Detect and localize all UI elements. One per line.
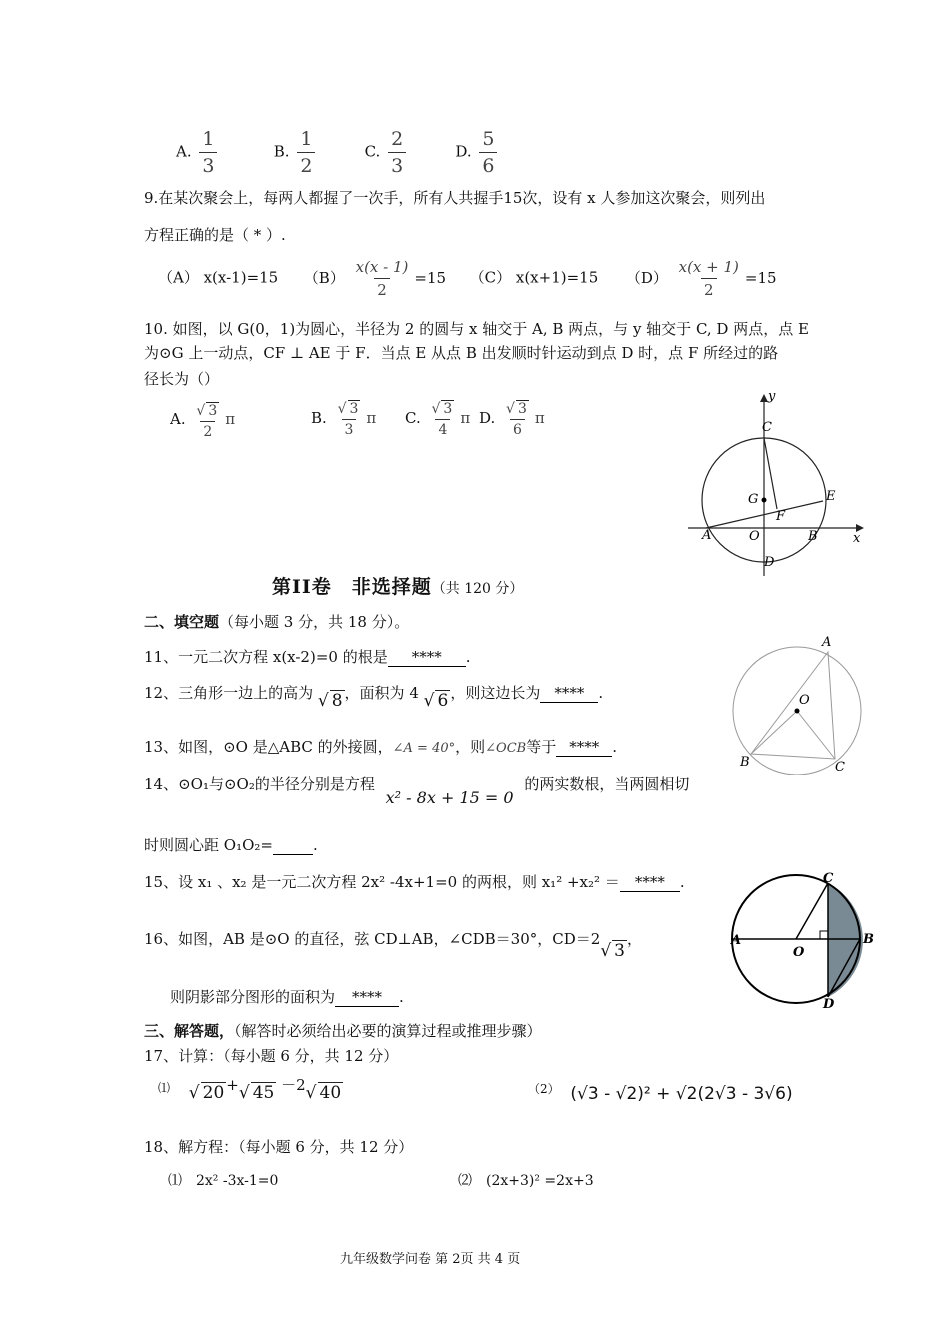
- q16-answer-blank[interactable]: ****: [335, 988, 399, 1007]
- label-b: B: [740, 755, 750, 770]
- q16-figure: [725, 872, 885, 1012]
- label-b: B: [808, 529, 818, 544]
- label-e: E: [826, 489, 836, 504]
- q10-line3: 径长为（）: [144, 370, 220, 388]
- q16-line2: 则阴影部分图形的面积为 **** .: [170, 988, 404, 1006]
- q9-options: [158, 258, 777, 299]
- q13: 13、如图，⊙O 是△ABC 的外接圆，∠A = 40°，则∠OCB等于 **** .: [144, 738, 617, 756]
- segment-ob: [751, 711, 797, 754]
- q17-part1: ⑴ √ 20 +√ 45 －2√ 40: [158, 1076, 342, 1103]
- y-axis-arrow-icon: [760, 394, 768, 402]
- label-a: A: [822, 635, 832, 650]
- segment-cf: [764, 438, 777, 509]
- label-f: F: [776, 509, 786, 524]
- q16-line1: 16、如图，AB 是⊙O 的直径，弦 CD⊥AB，∠CDB＝30°，CD＝2√ 3，: [144, 930, 642, 961]
- q9-option-a: （A） x(x-1)=15: [158, 268, 279, 287]
- label-y: y: [768, 389, 776, 404]
- page-footer: 九年级数学问卷 第 2页 共 4 页: [340, 1252, 521, 1267]
- q9-line2: 方程正确的是（ * ）.: [144, 226, 286, 244]
- q8-option-d: D. $\frac{5}{6}$: [455, 128, 500, 177]
- q14-answer-blank[interactable]: [273, 836, 313, 855]
- solve-heading: 三、解答题，（解答时必须给出必要的演算过程或推理步骤）: [144, 1022, 542, 1040]
- q13-answer-blank[interactable]: ****: [556, 738, 612, 757]
- q11-answer-blank[interactable]: ****: [388, 648, 466, 667]
- label-a: A: [731, 933, 742, 948]
- q10-option-a: A. $\frac{√ 3}{2}$ π: [170, 403, 236, 440]
- q15-answer-blank[interactable]: ****: [620, 873, 680, 892]
- segment-oc: [797, 711, 835, 759]
- q9-option-d: （D） $\frac{x(x + 1)}{2}$ =15: [625, 258, 777, 299]
- label-g: G: [748, 492, 759, 507]
- label-o: O: [749, 529, 760, 544]
- q9-option-b: （B） $\frac{x(x - 1)}{2}$ =15: [303, 258, 447, 299]
- q13-figure: [725, 630, 870, 775]
- q10-line1: 10. 如图，以 G(0，1)为圆心，半径为 2 的圆与 x 轴交于 A, B 两点，与 y 轴交于 C, D 两点，点 E: [144, 320, 809, 338]
- point-g: [762, 498, 767, 503]
- part2-heading: 第II卷 非选择题（共 120 分）: [272, 576, 524, 598]
- q8-option-c: C. $\frac{2}{3}$: [365, 128, 451, 177]
- label-d: D: [764, 555, 775, 570]
- label-a: A: [702, 528, 712, 543]
- point-o: [795, 709, 800, 714]
- q18-part1: ⑴ 2x² -3x-1=0: [168, 1173, 279, 1189]
- q10-figure: [680, 388, 875, 583]
- label-x: x: [853, 531, 861, 546]
- fill-heading: 二、填空题（每小题 3 分，共 18 分）。: [144, 613, 410, 631]
- label-o: O: [793, 945, 805, 960]
- q10-option-b: B. $\frac{√ 3}{3}$ π: [311, 401, 377, 438]
- label-d: D: [823, 997, 835, 1012]
- label-c: C: [762, 420, 772, 435]
- right-angle-mark: [820, 931, 828, 939]
- q12: 12、三角形一边上的高为 √ 8 ，面积为 4 √ 6 ，则这边长为 **** .: [144, 684, 604, 711]
- q17-title: 17、计算：（每小题 6 分，共 12 分）: [144, 1047, 399, 1065]
- q18-title: 18、解方程：（每小题 6 分，共 12 分）: [144, 1138, 414, 1156]
- q14-line2: 时则圆心距 O₁O₂= .: [144, 836, 318, 854]
- q12-answer-blank[interactable]: ****: [540, 684, 598, 703]
- q18-part2: ⑵ (2x+3)² =2x+3: [458, 1173, 594, 1189]
- q8-option-b: B. $\frac{1}{2}$: [274, 128, 360, 177]
- label-o: O: [799, 693, 810, 708]
- q14-line1: 14、⊙O₁与⊙O₂的半径分别是方程 x² - 8x + 15 = 0 的两实数根，当两圆相切: [144, 775, 690, 807]
- q9-line1: 9.在某次聚会上，每两人都握了一次手，所有人共握手15次，设有 x 人参加这次聚会，则列出: [144, 189, 766, 207]
- q10-line2: 为⊙G 上一动点，CF ⊥ AE 于 F．当点 E 从点 B 出发顺时针运动到点 D 时，点 F 所经过的路: [144, 344, 779, 362]
- q10-option-c: C. $\frac{√ 3}{4}$ π: [405, 401, 471, 438]
- q11: 11、一元二次方程 x(x-2)=0 的根是 **** .: [144, 648, 471, 666]
- label-c: C: [835, 760, 845, 775]
- q15: 15、设 x₁ 、x₂ 是一元二次方程 2x² -4x+1=0 的两根，则 x₁² +x₂² ＝ **** .: [144, 873, 685, 891]
- q10-option-d: D. $\frac{√ 3}{6}$ π: [479, 401, 545, 438]
- q9-option-c: （C） x(x+1)=15: [469, 268, 599, 287]
- q17-part2: $^{(2)}$ (√3 - √2)² + √2(2√3 - 3√6): [528, 1082, 793, 1104]
- q8-options: [176, 128, 500, 177]
- label-c: C: [823, 872, 834, 886]
- q8-option-a: A. $\frac{1}{3}$: [176, 128, 269, 177]
- label-b: B: [863, 932, 874, 947]
